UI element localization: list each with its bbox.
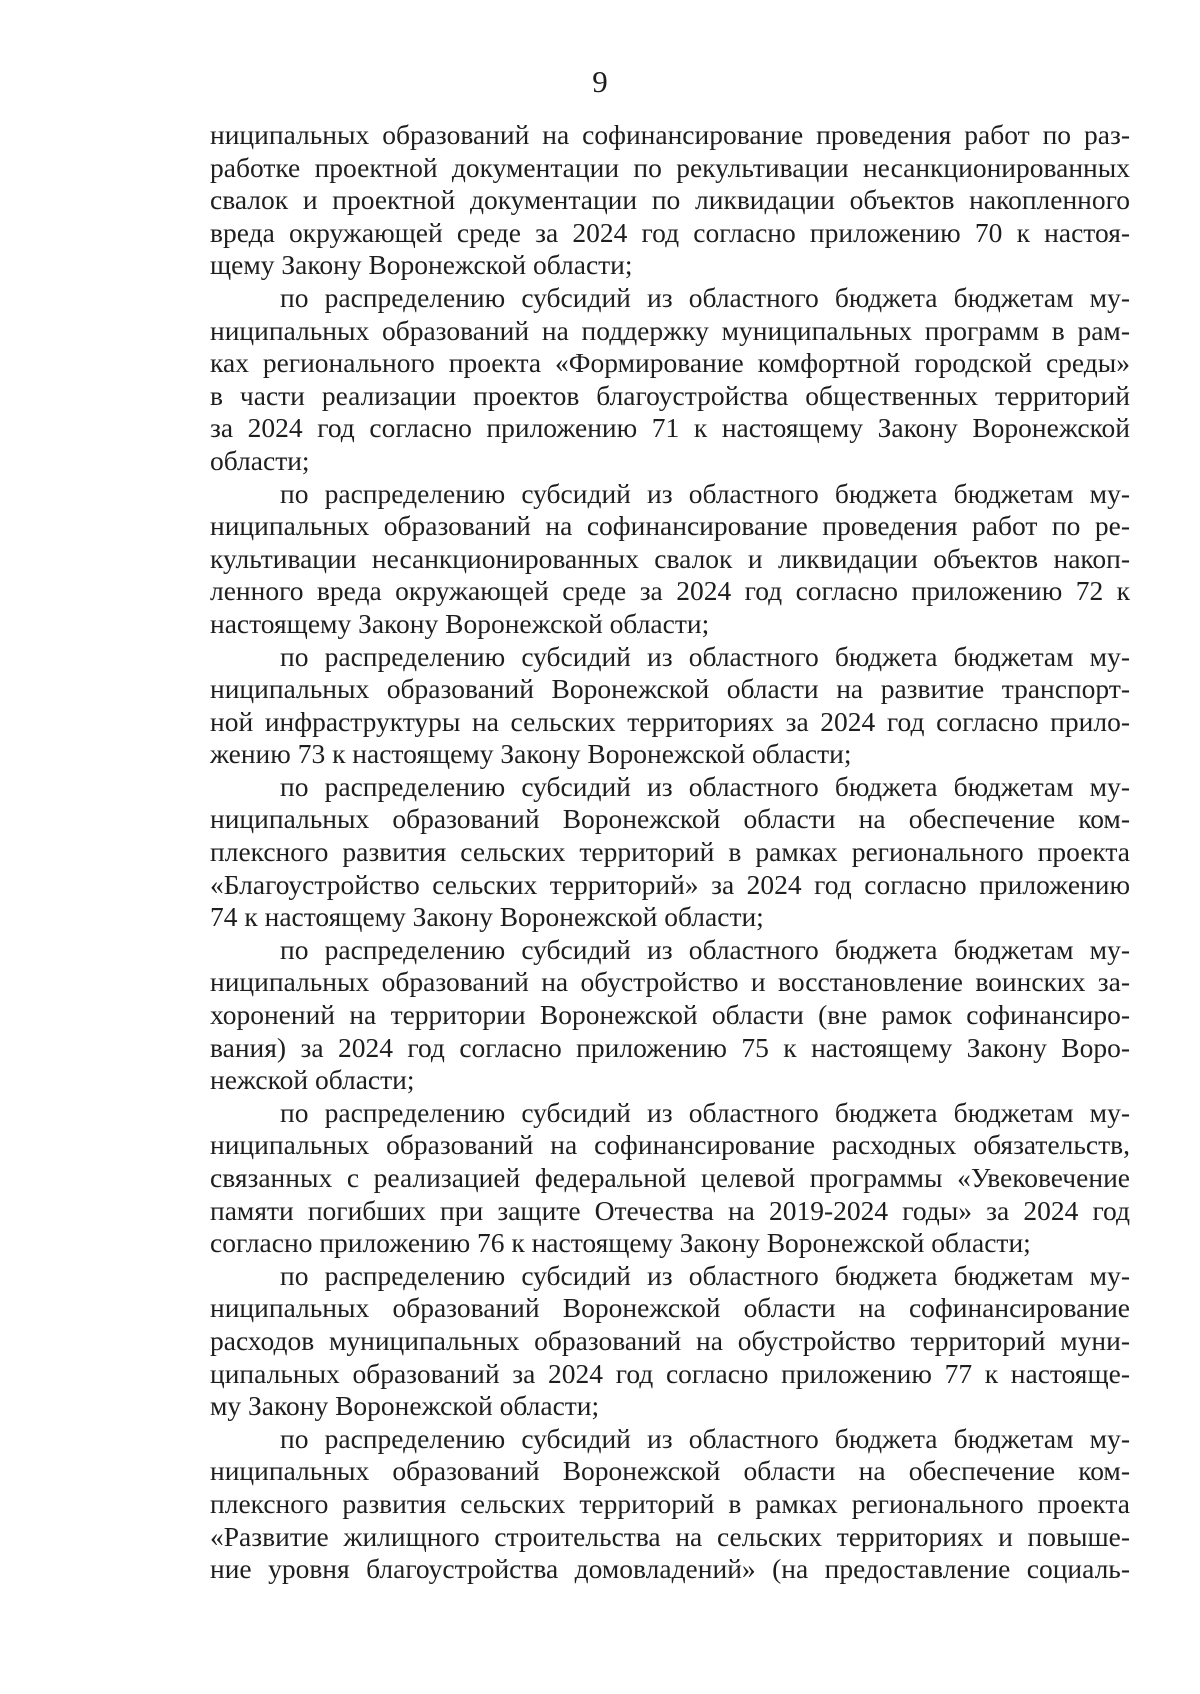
paragraph xyxy=(210,641,1130,771)
document-body xyxy=(210,119,1130,1586)
paragraph-line: 74 к настоящему Закону Воронежской области; xyxy=(210,901,764,933)
paragraph-line: за 2024 год согласно приложению 71 к настоящему Закону Воронежской xyxy=(210,412,1130,444)
paragraph-line: по распределению субсидий из областного бюджета бюджетам му- xyxy=(280,477,1130,509)
paragraph-line: жению 73 к настоящему Закону Воронежской области; xyxy=(210,738,852,770)
paragraph xyxy=(210,1260,1130,1423)
paragraph-line: работке проектной документации по рекультивации несанкционированных xyxy=(210,151,1130,183)
paragraph-line: ниципальных образований на софинансирование расходных обязательств, xyxy=(210,1129,1130,1161)
paragraph xyxy=(210,282,1130,478)
paragraph-line: свалок и проектной документации по ликвидации объектов накопленного xyxy=(210,184,1130,216)
paragraph-line: нежской области; xyxy=(210,1064,415,1096)
paragraph-line: ниципальных образований Воронежской области на софинансирование xyxy=(210,1292,1130,1324)
paragraph xyxy=(210,1423,1130,1586)
paragraph-line: «Развитие жилищного строительства на сельских территориях и повыше- xyxy=(210,1520,1130,1552)
paragraph-line: по распределению субсидий из областного бюджета бюджетам му- xyxy=(280,640,1130,672)
paragraph-line: ние уровня благоустройства домовладений» (на предоставление социаль- xyxy=(210,1553,1130,1585)
paragraph xyxy=(210,119,1130,282)
paragraph-line: по распределению субсидий из областного бюджета бюджетам му- xyxy=(280,281,1130,313)
paragraph-line: му Закону Воронежской области; xyxy=(210,1390,600,1422)
paragraph-line: ципальных образований за 2024 год согласно приложению 77 к настояще- xyxy=(210,1357,1130,1389)
paragraph-line: связанных с реализацией федеральной целевой программы «Увековечение xyxy=(210,1162,1130,1193)
paragraph xyxy=(210,771,1130,934)
paragraph-line: в части реализации проектов благоустройства общественных территорий xyxy=(210,379,1130,411)
paragraph-line: по распределению субсидий из областного бюджета бюджетам му- xyxy=(280,1259,1130,1291)
paragraph-line: по распределению субсидий из областного бюджета бюджетам му- xyxy=(280,1422,1130,1454)
paragraph xyxy=(210,478,1130,641)
paragraph-line: ной инфраструктуры на сельских территориях за 2024 год согласно прило- xyxy=(210,705,1130,737)
paragraph-line: ниципальных образований на обустройство и восстановление воинских за- xyxy=(210,966,1130,998)
paragraph-line: ниципальных образований на софинансирование проведения работ по ре- xyxy=(210,510,1130,542)
paragraph-line: щему Закону Воронежской области; xyxy=(210,249,633,281)
paragraph-line: по распределению субсидий из областного бюджета бюджетам му- xyxy=(280,770,1130,802)
paragraph-line: вреда окружающей среде за 2024 год согласно приложению 70 к настоя- xyxy=(210,216,1130,248)
paragraph xyxy=(210,934,1130,1097)
paragraph-line: ниципальных образований на поддержку муниципальных программ в рам- xyxy=(210,314,1130,346)
paragraph-line: вания) за 2024 год согласно приложению 75 к настоящему Закону Воро- xyxy=(210,1031,1130,1063)
paragraph-line: «Благоустройство сельских территорий» за 2024 год согласно приложению xyxy=(210,868,1130,900)
paragraph-line: ниципальных образований Воронежской области на развитие транспорт- xyxy=(210,673,1130,705)
paragraph-line: по распределению субсидий из областного бюджета бюджетам му- xyxy=(280,933,1130,965)
paragraph-line: хоронений на территории Воронежской области (вне рамок софинансиро- xyxy=(210,999,1130,1031)
paragraph-line: области; xyxy=(210,444,310,476)
paragraph xyxy=(210,1097,1130,1260)
paragraph-line: плексного развития сельских территорий в рамках регионального проекта xyxy=(210,836,1130,868)
paragraph-line: ниципальных образований на софинансирование проведения работ по раз- xyxy=(210,119,1130,150)
paragraph-line: культивации несанкционированных свалок и ликвидации объектов накоп- xyxy=(210,542,1130,574)
paragraph-line: ках регионального проекта «Формирование комфортной городской среды» xyxy=(210,347,1130,379)
paragraph-line: ленного вреда окружающей среде за 2024 год согласно приложению 72 к xyxy=(210,575,1130,607)
paragraph-line: ниципальных образований Воронежской области на обеспечение ком- xyxy=(210,1455,1130,1487)
paragraph-line: памяти погибших при защите Отечества на 2019-2024 годы» за 2024 год xyxy=(210,1194,1130,1226)
paragraph-line: расходов муниципальных образований на обустройство территорий муни- xyxy=(210,1324,1130,1356)
paragraph-line: ниципальных образований Воронежской области на обеспечение ком- xyxy=(210,803,1130,835)
paragraph-line: согласно приложению 76 к настоящему Закону Воронежской области; xyxy=(210,1227,1031,1259)
paragraph-line: по распределению субсидий из областного бюджета бюджетам му- xyxy=(280,1096,1130,1128)
paragraph-line: плексного развития сельских территорий в рамках регионального проекта xyxy=(210,1487,1130,1519)
paragraph-line: настоящему Закону Воронежской области; xyxy=(210,607,710,639)
page-number: 9 xyxy=(592,64,608,99)
